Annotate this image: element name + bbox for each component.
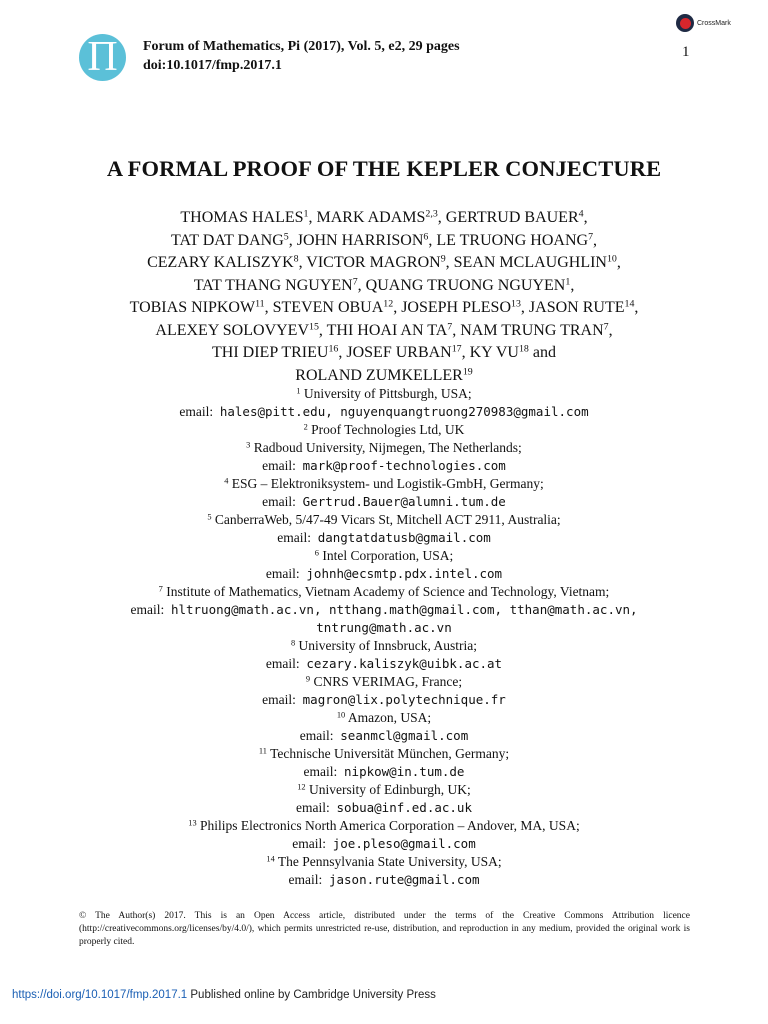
license-notice: © The Author(s) 2017. This is an Open Access article, distributed under the terms of the Creative Commons Attribution licence (http://creativecommons.org/licenses/by/4.0/), which permits unrestricted re-use, distribution, and reproduction in any medium, provided the original work is properly cited.: [79, 911, 690, 947]
author-affiliation-mark: 7: [588, 231, 594, 243]
author-affiliation-mark: 6: [423, 231, 429, 243]
author-affiliation-mark: 19: [462, 366, 473, 378]
email-prefix: email:: [299, 728, 341, 743]
author-affiliation-mark: 9: [440, 253, 446, 265]
email-address[interactable]: cezary.kaliszyk@uibk.ac.at: [306, 656, 503, 671]
email-address[interactable]: joe.pleso@gmail.com: [332, 836, 476, 851]
email-prefix: email:: [262, 692, 303, 707]
author-list: [0, 207, 768, 387]
author-affiliation-mark: 7: [352, 276, 358, 288]
affiliation-number: 11: [258, 746, 267, 756]
author-name: JOHN HARRISON: [296, 231, 424, 249]
author-affiliation-mark: 16: [328, 343, 339, 355]
affiliation-text: University of Pittsburgh, USA;: [300, 386, 472, 401]
affiliation-text: University of Innsbruck, Austria;: [295, 638, 478, 653]
affiliation-number: 2: [303, 422, 308, 432]
email-prefix: email:: [262, 494, 303, 509]
crossmark-label: CrossMark: [697, 19, 731, 27]
email-address[interactable]: dangtatdatusb@gmail.com: [317, 530, 491, 545]
author-name: JOSEPH PLESO: [401, 299, 512, 316]
email-address[interactable]: nipkow@in.tum.de: [344, 764, 465, 779]
email-prefix: email:: [303, 764, 345, 779]
affiliation-email: [0, 601, 768, 619]
author-affiliation-mark: 17: [451, 343, 462, 355]
affiliation-email: [0, 529, 768, 547]
author-name: TOBIAS NIPKOW: [129, 299, 256, 316]
email-address[interactable]: hales@pitt.edu, nguyenquangtruong270983@gmail.com: [219, 404, 589, 419]
author-line: TAT DAT DANG$^5$, JOHN HARRISON$^6$, LE TRUONG HOANG$^7$,: [170, 231, 598, 249]
affiliation-item: [0, 475, 768, 493]
doi-line: doi:10.1017/fmp.2017.1: [143, 58, 282, 73]
affiliation-number: 13: [188, 818, 197, 828]
affiliation-email: [0, 835, 768, 853]
affiliation-text: Technische Universität München, Germany;: [266, 746, 510, 761]
journal-logo: [79, 34, 126, 81]
affiliation-item: [0, 853, 768, 871]
author-name: LE TRUONG HOANG: [436, 231, 589, 249]
affiliation-text: Philips Electronics North America Corporation – Andover, MA, USA;: [196, 818, 580, 833]
author-name: NAM TRUNG TRAN: [460, 321, 604, 339]
author-line: [0, 365, 768, 388]
published-note: Published online by Cambridge University Press: [190, 989, 436, 1001]
author-name: TAT THANG NGUYEN: [193, 276, 353, 294]
affiliation-text: Radboud University, Nijmegen, The Netherlands;: [250, 440, 522, 455]
affiliation-text: CNRS VERIMAG, France;: [310, 674, 463, 689]
author-name: GERTRUD BAUER: [445, 209, 579, 226]
author-affiliation-mark: 15: [309, 321, 319, 333]
page-footer: [12, 989, 436, 1001]
author-name: TAT DAT DANG: [170, 231, 284, 249]
email-address[interactable]: tntrung@math.ac.vn: [316, 620, 452, 635]
email-address[interactable]: sobua@inf.ed.ac.uk: [336, 800, 472, 815]
email-prefix: email:: [130, 602, 171, 617]
affiliation-text: ESG – Elektroniksystem- und Logistik-GmbH, Germany;: [228, 476, 544, 491]
affiliation-email-continued: [0, 619, 768, 637]
author-line: THI DIEP TRIEU$^{16}$, JOSEF URBAN$^{17}$, KY VU$^{18}$ and: [212, 343, 556, 361]
email-prefix: email:: [265, 566, 307, 581]
email-prefix: email:: [277, 530, 318, 545]
affiliation-text: Intel Corporation, USA;: [318, 548, 454, 563]
email-address[interactable]: hltruong@math.ac.vn, ntthang.math@gmail.com, tthan@math.ac.vn,: [170, 602, 638, 617]
author-name: JOSEF URBAN: [346, 344, 452, 361]
journal-logo-glyph: Π: [87, 33, 118, 80]
page-number: 1: [682, 44, 690, 60]
author-name: CEZARY KALISZYK: [147, 254, 294, 271]
affiliation-item: [0, 637, 768, 655]
paper-title: A FORMAL PROOF OF THE KEPLER CONJECTURE: [106, 156, 662, 181]
email-address[interactable]: jason.rute@gmail.com: [328, 872, 480, 887]
author-line: TAT THANG NGUYEN$^7$, QUANG TRUONG NGUYEN$^1$,: [193, 276, 575, 294]
author-affiliation-mark: 8: [293, 253, 299, 265]
email-prefix: email:: [179, 404, 220, 419]
author-affiliation-mark: 1: [565, 276, 571, 288]
author-line: TOBIAS NIPKOW$^{11}$, STEVEN OBUA$^{12}$, JOSEPH PLESO$^{13}$, JASON RUTE$^{14}$,: [129, 298, 639, 316]
author-affiliation-mark: 5: [283, 231, 289, 243]
affiliation-text: University of Edinburgh, UK;: [305, 782, 471, 797]
author-affiliation-mark: 4: [578, 208, 584, 220]
author-affiliation-mark: 14: [624, 298, 635, 310]
affiliation-text: Institute of Mathematics, Vietnam Academy of Science and Technology, Vietnam;: [162, 584, 610, 599]
author-name: QUANG TRUONG NGUYEN: [365, 276, 566, 294]
email-prefix: email:: [265, 656, 307, 671]
affiliation-number: 4: [224, 476, 229, 486]
crossmark-badge[interactable]: [676, 14, 731, 32]
affiliation-item: [0, 709, 768, 727]
author-name: ALEXEY SOLOVYEV: [155, 321, 309, 339]
affiliation-item: [0, 673, 768, 691]
affiliation-item: [0, 385, 768, 403]
affiliation-item: [0, 745, 768, 763]
affiliation-text: Amazon, USA;: [345, 710, 432, 725]
email-address[interactable]: magron@lix.polytechnique.fr: [302, 692, 506, 707]
affiliation-number: 12: [297, 782, 306, 792]
affiliation-item: [0, 583, 768, 601]
email-address[interactable]: mark@proof-technologies.com: [302, 458, 506, 473]
author-line: CEZARY KALISZYK$^8$, VICTOR MAGRON$^9$, SEAN MCLAUGHLIN$^{10}$,: [147, 253, 621, 271]
author-name: THI DIEP TRIEU: [212, 344, 329, 361]
email-prefix: email:: [288, 872, 329, 887]
author-name: MARK ADAMS: [316, 209, 426, 226]
affiliation-number: 6: [314, 548, 319, 558]
author-name: STEVEN OBUA: [272, 299, 384, 316]
affiliation-email: [0, 799, 768, 817]
email-prefix: email:: [262, 458, 303, 473]
author-name: THI HOAI AN TA: [326, 321, 448, 339]
author-affiliation-mark: 1: [303, 208, 309, 220]
affiliation-email: [0, 655, 768, 673]
author-name: SEAN MCLAUGHLIN: [453, 254, 607, 271]
author-line: ALEXEY SOLOVYEV$^{15}$, THI HOAI AN $TA^7$, NAM TRUNG TRAN$^7$,: [155, 321, 613, 339]
affiliation-email: [0, 565, 768, 583]
affiliation-item: [0, 781, 768, 799]
affiliation-number: 8: [290, 638, 296, 648]
author-affiliation-mark: 10: [606, 253, 617, 265]
affiliation-item: [0, 439, 768, 457]
author-name: THOMAS HALES: [180, 209, 304, 226]
affiliation-number: 5: [207, 512, 212, 522]
affiliation-email: [0, 691, 768, 709]
affiliation-item: [0, 817, 768, 835]
affiliation-item: [0, 421, 768, 439]
author-affiliation-mark: 7: [447, 321, 453, 333]
author-affiliation-mark: 2,3: [425, 208, 438, 220]
doi-link[interactable]: https://doi.org/10.1017/fmp.2017.1: [12, 989, 188, 1001]
affiliation-email: [0, 763, 768, 781]
affiliation-email: [0, 727, 768, 745]
affiliation-number: 14: [266, 854, 275, 864]
affiliation-item: [0, 511, 768, 529]
affiliation-number: 7: [158, 584, 163, 594]
journal-line: Forum of Mathematics, Pi (2017), Vol. 5, e2, 29 pages: [143, 39, 460, 54]
affiliation-email: [0, 871, 768, 889]
email-prefix: email:: [292, 836, 333, 851]
crossmark-icon: [676, 14, 694, 32]
journal-citation: [143, 37, 460, 75]
email-address[interactable]: seanmcl@gmail.com: [340, 728, 469, 743]
affiliation-number: 10: [336, 710, 346, 720]
author-name: ROLAND ZUMKELLER: [295, 366, 463, 384]
email-address[interactable]: Gertrud.Bauer@alumni.tum.de: [302, 494, 506, 509]
author-name: VICTOR MAGRON: [306, 254, 441, 271]
affiliation-text: CanberraWeb, 5/47-49 Vicars St, Mitchell ACT 2911, Australia;: [211, 512, 561, 527]
affiliation-number: 9: [305, 674, 311, 684]
affiliation-item: [0, 547, 768, 565]
affiliation-email: [0, 457, 768, 475]
author-line: THOMAS HALES$^1$, MARK ADAMS$^{2,3}$, GERTRUD BAUER$^4$,: [180, 208, 588, 226]
email-address[interactable]: johnh@ecsmtp.pdx.intel.com: [306, 566, 503, 581]
author-affiliation-mark: 12: [383, 298, 394, 310]
affiliation-list: [0, 385, 768, 889]
author-name: KY VU: [469, 344, 519, 361]
author-name: JASON RUTE: [528, 299, 625, 316]
affiliation-text: The Pennsylvania State University, USA;: [274, 854, 502, 869]
affiliation-email: [0, 493, 768, 511]
author-affiliation-mark: 7: [603, 321, 609, 333]
author-affiliation-mark: 18: [518, 343, 529, 355]
affiliation-email: [0, 403, 768, 421]
affiliation-number: 3: [246, 440, 251, 450]
affiliation-text: Proof Technologies Ltd, UK: [307, 422, 465, 437]
affiliation-number: 1: [296, 386, 301, 396]
email-prefix: email:: [296, 800, 337, 815]
author-affiliation-mark: 13: [511, 298, 521, 310]
author-affiliation-mark: 11: [255, 298, 265, 310]
